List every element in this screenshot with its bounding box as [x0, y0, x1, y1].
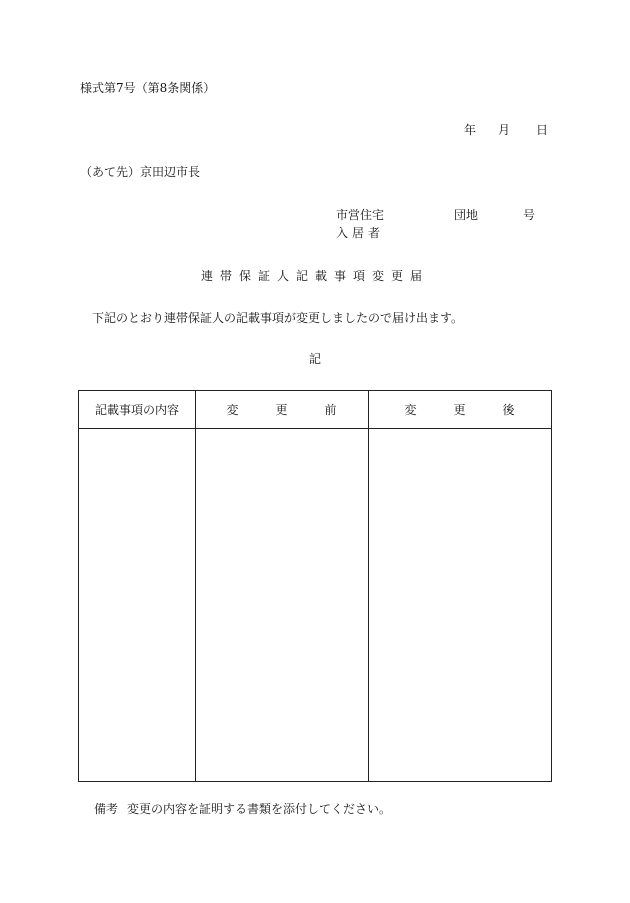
- date-month-label: 月: [498, 123, 511, 137]
- header-before-char: 更: [275, 403, 288, 417]
- document-title: 連帯保証人記載事項変更届: [200, 269, 429, 283]
- cell-item-content[interactable]: [79, 429, 195, 781]
- resident-label: 入居者: [336, 226, 385, 240]
- header-item-label: 記載事項の内容: [94, 403, 179, 417]
- remarks-label: 備考: [94, 802, 119, 816]
- date-year-label: 年: [464, 123, 477, 137]
- header-after-char: 更: [453, 403, 466, 417]
- addressee: （あて先）京田辺市長: [80, 165, 201, 179]
- cell-after-change[interactable]: [369, 429, 551, 781]
- intro-text: 下記のとおり連帯保証人の記載事項が変更しましたので届け出ます。: [92, 311, 464, 325]
- ki-heading: 記: [308, 352, 321, 366]
- header-before-char: 変: [226, 403, 239, 417]
- header-before-change: [195, 391, 368, 428]
- date-day-label: 日: [536, 123, 549, 137]
- header-after-change: [368, 391, 551, 428]
- remarks-text: 変更の内容を証明する書類を添付してください。: [127, 802, 392, 816]
- housing-label: 市営住宅: [336, 208, 385, 222]
- header-after-char: 変: [404, 403, 417, 417]
- header-before-char: 前: [324, 403, 337, 417]
- header-after-char: 後: [502, 403, 515, 417]
- cell-before-change[interactable]: [196, 429, 368, 781]
- change-table: [78, 390, 552, 782]
- header-item-content: [79, 391, 195, 428]
- room-number-label: 号: [523, 208, 536, 222]
- form-number: 様式第7号（第8条関係）: [80, 81, 216, 95]
- estate-label: 団地: [454, 208, 479, 222]
